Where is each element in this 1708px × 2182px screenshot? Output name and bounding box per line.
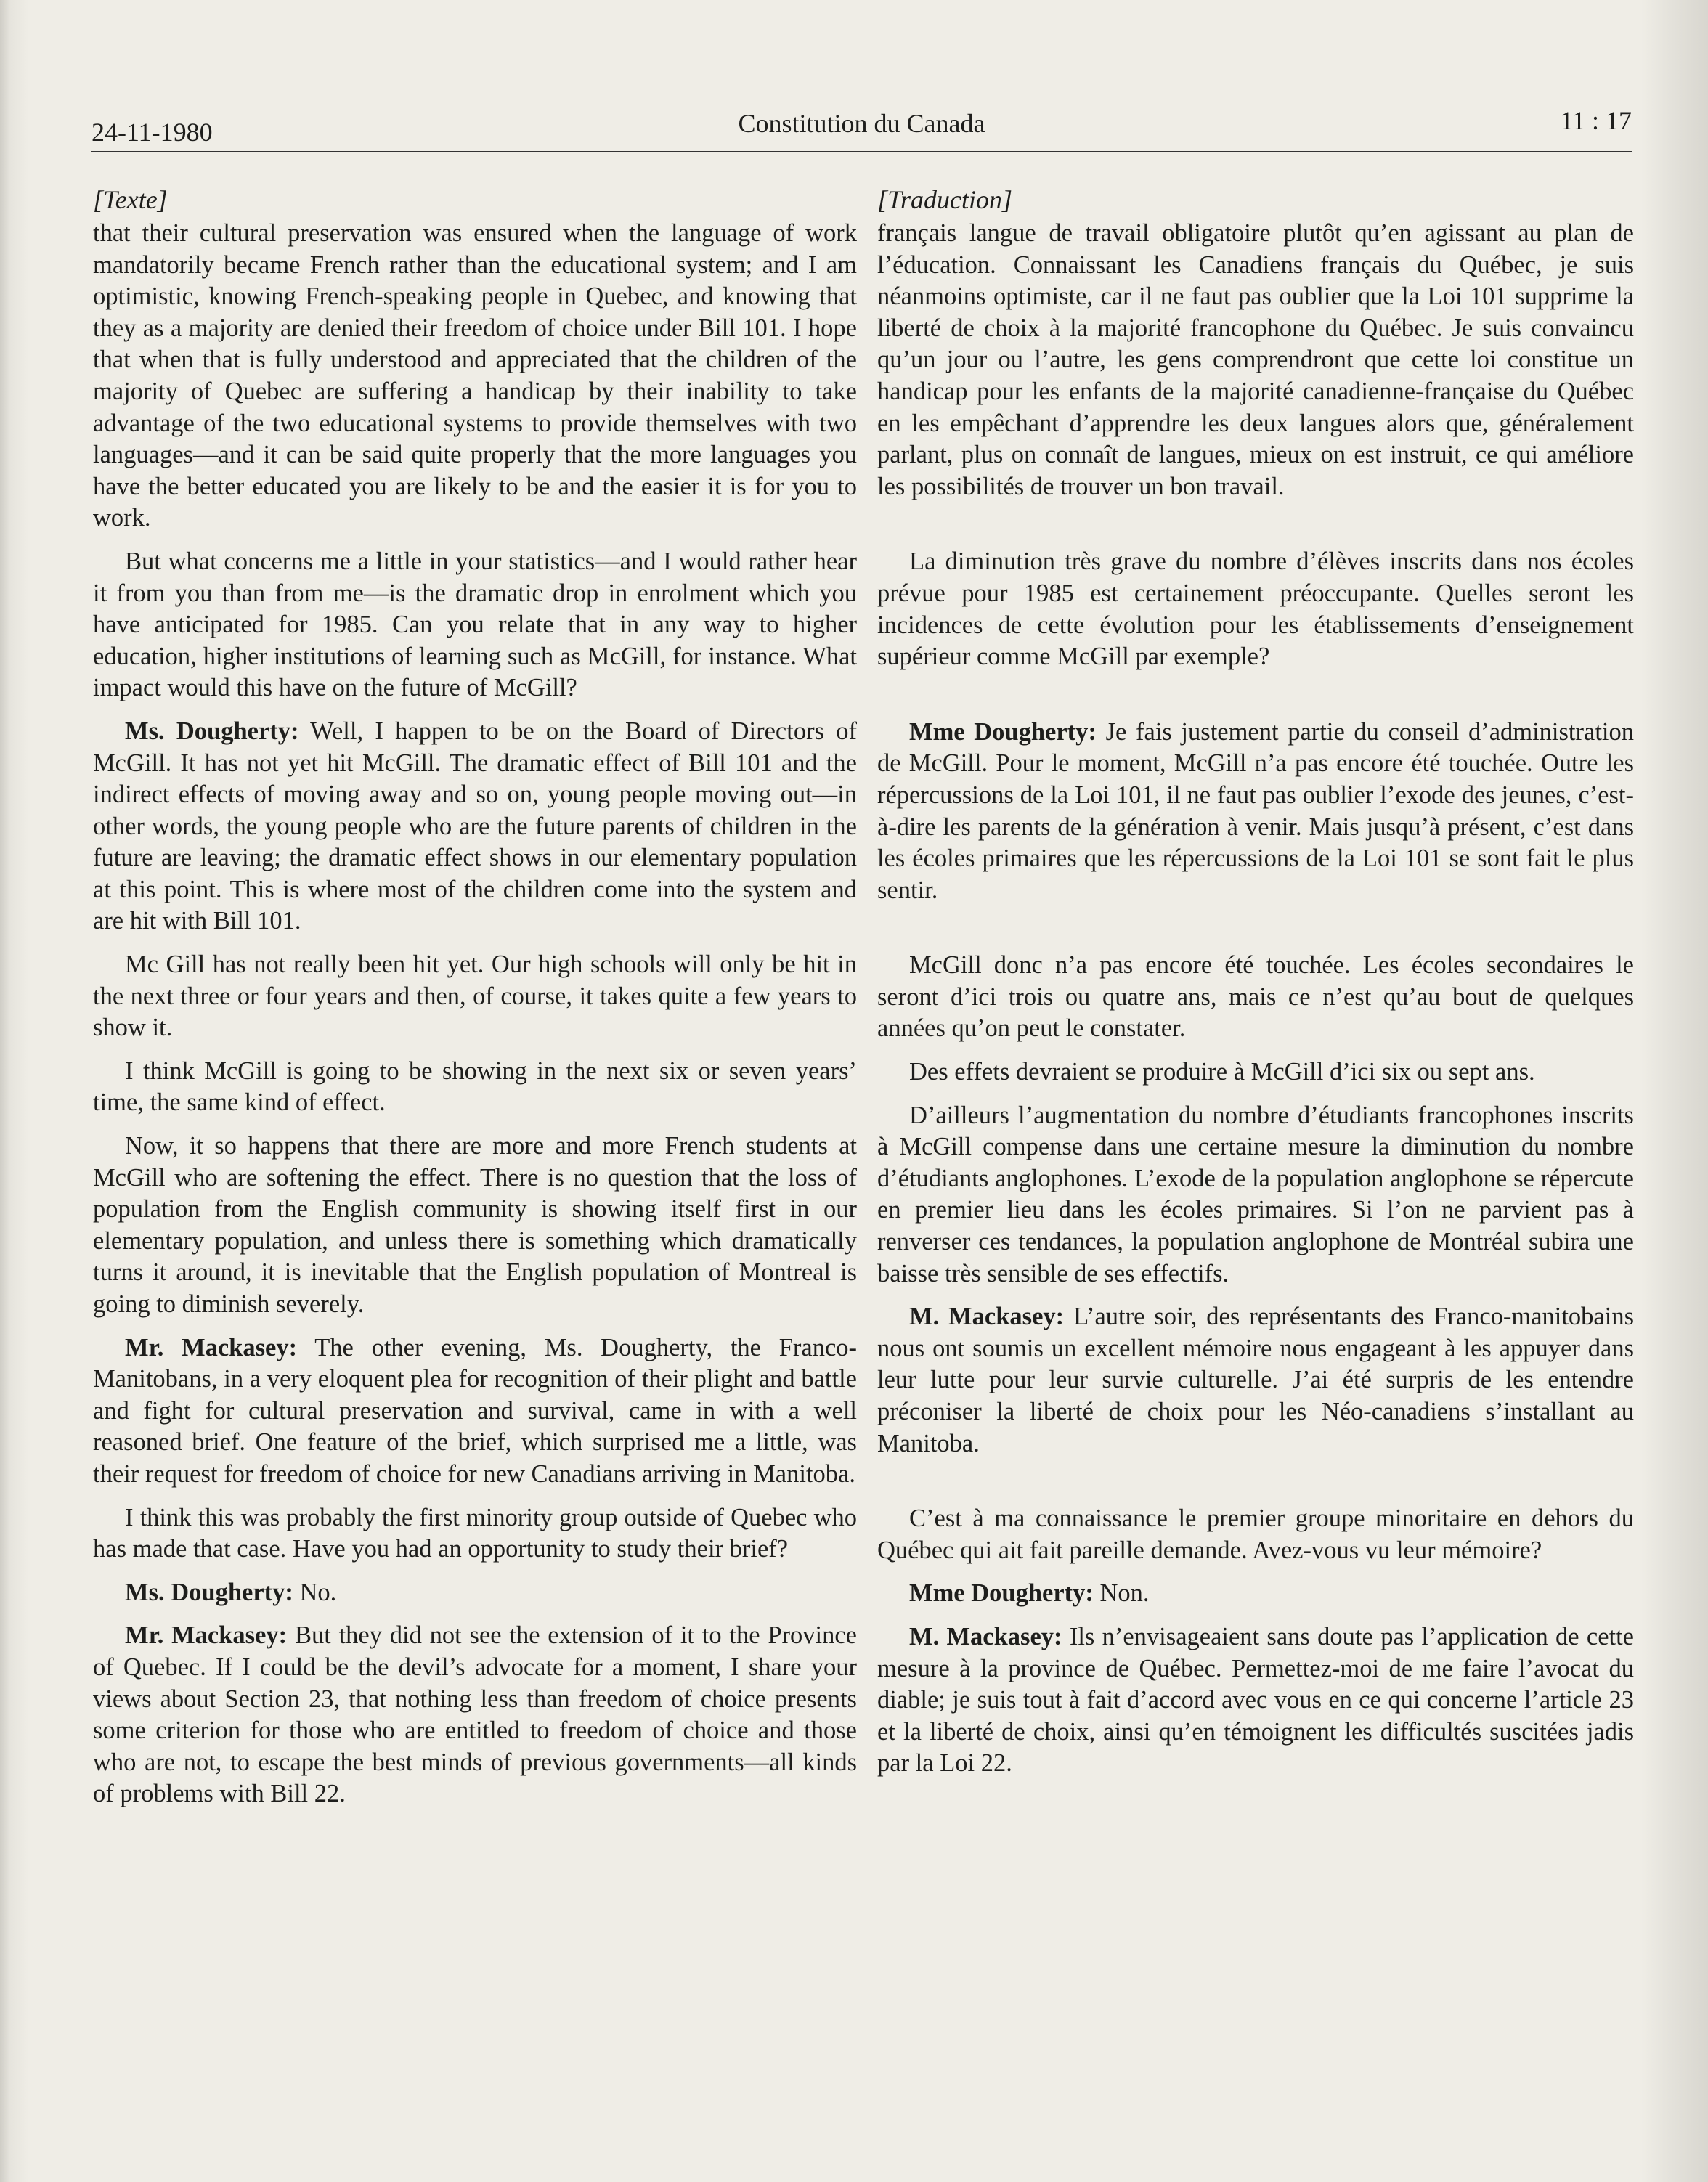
speaker-name: Ms. Dougherty: [125,717,299,745]
speech-text: Non. [1093,1579,1150,1608]
label-bracket-open: [ [93,185,104,214]
paragraph: La diminution très grave du nombre d’élèves inscrits dans nos écoles prévue pour 1985 est certainement préoccupante. Quelles seront les incidences de cette évolution pour les établissements d’enseignement supérieur comme McGill par exemple? [877,547,1634,671]
label-text: Texte [103,185,158,214]
paragraph: I think McGill is going to be showing in the next six or seven years’ time, the same kind of effect. [93,1057,857,1117]
label-bracket-close: ] [1002,185,1013,214]
paragraph: C’est à ma connaissance le premier groupe minoritaire en dehors du Québec qui ait fait pareille demande. Avez-vous vu leur mémoire? [877,1505,1634,1564]
paragraph: I think this was probably the first minority group outside of Quebec who has made that case. Have you had an opportunity to study their brief? [93,1503,857,1563]
speech-text: L’autre soir, des représentants des Franco-manitobains nous ont soumis un excellent mémoire nous engageant à les appuyer dans leur lutte pour leur survie culturelle. J’ai été surpris de les entendre préconiser la liberté de choix pour les Néo-canadiens s’installant au Manitoba. [877,1303,1635,1457]
header-rule [92,151,1632,152]
header-page-number: 11 : 17 [1560,106,1632,135]
speaker-name: M. Mackasey: [909,1622,1062,1650]
page-header [92,106,1632,150]
speech-text: Je fais justement partie du conseil d’administration de McGill. Pour le moment, McGill n’a pas encore été touchée. Outre les répercussions de la Loi 101, il ne faut pas oublier l’exode des jeunes, c’est-à-dire les parents de la génération à venir. Mais jusqu’à présent, c’est dans les écoles primaires que les répercussions de la Loi 101 se sont fait le plus sentir. [877,717,1634,904]
speaker-name: M. Mackasey: [909,1303,1065,1331]
paragraph: But what concerns me a little in your statistics—and I would rather hear it from you than from me—is the dramatic drop in enrolment which you have anticipated for 1985. Can you relate that in any way to higher education, higher institutions of learning such as McGill, for instance. What impact would this have on the future of McGill? [93,547,857,702]
speech-text: But they did not see the extension of it to the Province of Quebec. If I could be the devil’s advocate for a moment, I share your views about Section 23, that nothing less than freedom of choice presents some criterion for those who are entitled to freedom of choice and those who are not, to escape the best minds of previous governments—all kinds of problems with Bill 22. [93,1621,857,1808]
paragraph: McGill donc n’a pas encore été touchée. Les écoles secondaires le seront d’ici trois ou quatre ans, mais ce n’est qu’au bout de quelques années qu’on peut le constater. [877,951,1634,1043]
speech-text: The other evening, Ms. Dougherty, the Franco-Manitobans, in a very eloquent plea for recognition of their plight and battle and fight for cultural preservation and survival, came in with a well reasoned brief. One feature of the brief, which surprised me a little, was their request for freedom of choice for new Canadians arriving in Manitoba. [93,1333,858,1488]
paragraph [877,1578,1634,1610]
label-bracket-open: [ [877,185,888,214]
header-date: 24-11-1980 [92,118,213,147]
paragraph: that their cultural preservation was ensured when the language of work mandatorily became French rather than the educational system; and I am optimistic, knowing French-speaking people in Quebec, and knowing that they as a majority are denied their freedom of choice under Bill 101. I hope that when that is fully understood and appreciated that the children of the majority of Quebec are suffering a handicap by their inability to take advantage of the two educational systems to provide themselves with two languages—and it can be said quite properly that the more languages you have the better educated you are likely to be and the easier it is for you to work. [93,219,857,532]
speaker-name: Mr. Mackasey: [125,1333,298,1361]
speaker-name: Mme Dougherty: [909,717,1097,746]
paragraph [93,716,857,937]
paragraph: Now, it so happens that there are more and more French students at McGill who are softening the effect. There is no question that the loss of population from the English community is showing itself first in our elementary population, and unless there is something which dramatically turns it around, it is inevitable that the English population of Montreal is going to diminish severely. [93,1132,857,1318]
english-column [93,183,857,1822]
speaker-name: Mr. Mackasey: [125,1621,288,1650]
paragraph: Mc Gill has not really been hit yet. Our high schools will only be hit in the next three or four years and then, of course, it takes quite a few years to show it. [93,950,857,1042]
section-label-texte [93,183,857,216]
paragraph: D’ailleurs l’augmentation du nombre d’étudiants francophones inscrits à McGill compense dans une certaine mesure la diminution du nombre d’étudiants anglophones. L’exode de la population anglophone se répercute en premier lieu dans les écoles primaires. Si l’on ne parvient pas à renverser ces tendances, la population anglophone de Montréal subira une baisse très sensible de ses effectifs. [877,1101,1634,1287]
french-column [877,183,1634,1791]
paragraph: français langue de travail obligatoire plutôt qu’en agissant au plan de l’éducation. Connaissant les Canadiens français du Québec, je suis néanmoins optimiste, car il ne faut pas oublier que la Loi 101 supprime la liberté de choix à la majorité francophone du Québec. Je suis convaincu qu’un jour ou l’autre, les gens comprendront que cette loi constitue un handicap pour les enfants de la majorité canadienne-française du Québec en les empêchant d’apprendre les deux langues alors que, généralement parlant, plus on connaît de langues, mieux on est instruit, ce qui améliore les possibilités de trouver un bon travail. [877,219,1634,500]
paragraph [877,1621,1634,1780]
paragraph [877,717,1634,907]
speech-text: Ils n’envisageaient sans doute pas l’application de cette mesure à la province de Québec. Permettez-moi de me faire l’avocat du diable; je suis tout à fait d’accord avec vous en ce qui concerne l’article 23 et la liberté de choix, ainsi qu’en témoignent les difficultés suscitées jadis par la Loi 22. [877,1622,1634,1778]
paragraph [93,1577,857,1609]
paragraph: Des effets devraient se produire à McGill d’ici six ou sept ans. [909,1058,1535,1086]
speech-text: Well, I happen to be on the Board of Directors of McGill. It has not yet hit McGill. The dramatic effect of Bill 101 and the indirect effects of moving away and so on, young people moving out—in other words, the young people who are the future parents of children in the future are leaving; the dramatic effect shows in our elementary population at this point. This is where most of the children come into the system and are hit with Bill 101. [93,717,857,935]
header-title: Constitution du Canada [738,109,985,138]
paragraph [93,1620,857,1810]
section-label-traduction [877,183,1634,216]
speaker-name: Mme Dougherty: [909,1579,1094,1608]
label-text: Traduction [887,185,1003,214]
paragraph [877,1301,1634,1460]
label-bracket-close: ] [157,185,168,214]
speaker-name: Ms. Dougherty: [125,1578,293,1606]
paragraph [93,1332,857,1491]
speech-text: No. [293,1578,337,1606]
